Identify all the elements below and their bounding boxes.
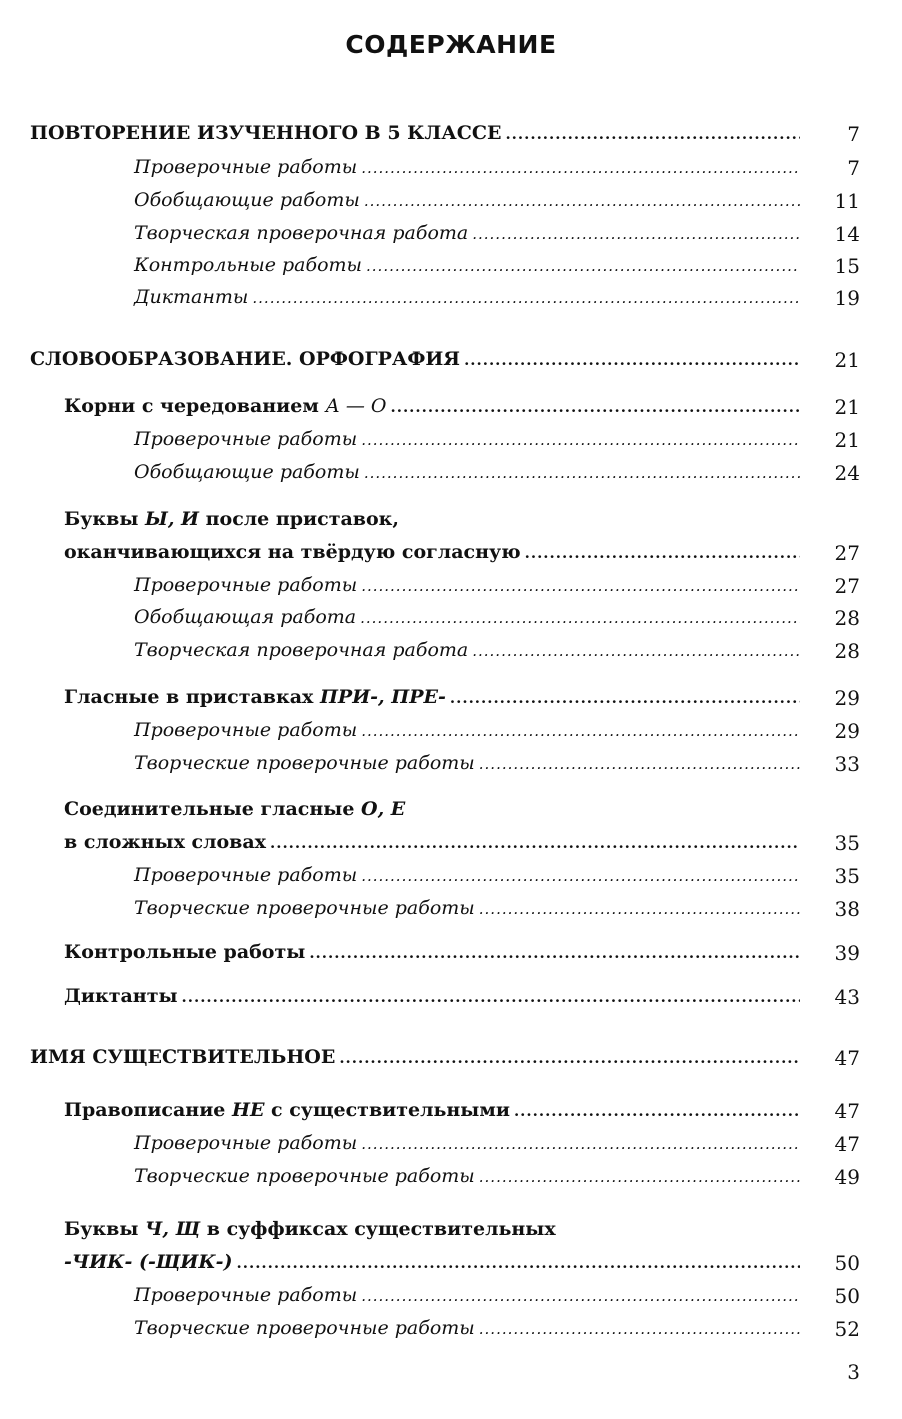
toc-topic[interactable]: оканчивающихся на твёрдую согласную ..... [64,541,804,571]
dot-leader [361,722,800,740]
toc-item[interactable]: Обобщающие работы ..... [134,461,804,491]
toc-page-number: 15 [834,254,860,278]
dot-leader [525,544,800,562]
toc-page-number: 19 [834,286,860,310]
toc-section-heading[interactable]: ПОВТОРЕНИЕ ИЗУЧЕННОГО В 5 КЛАССЕ ..... [30,122,804,152]
dot-leader [479,900,800,918]
toc-page-number: 21 [834,395,860,419]
toc-page-number: 28 [834,639,860,663]
toc-page-number: 27 [834,541,860,565]
dot-leader [514,1102,800,1120]
toc-item[interactable]: Проверочные работы ..... [134,864,804,894]
dot-leader [391,398,800,416]
toc-topic[interactable]: Диктанты ..... [64,985,804,1015]
toc-item[interactable]: Проверочные работы ..... [134,1284,804,1314]
toc-page-number: 50 [834,1251,860,1275]
dot-leader [361,431,800,449]
toc-page-number: 14 [834,222,860,246]
dot-leader [360,609,800,627]
toc-page-number: 7 [847,122,860,146]
toc-page-number: 47 [834,1132,860,1156]
dot-leader [182,988,800,1006]
dot-leader [366,257,800,275]
toc-page-number: 28 [834,606,860,630]
toc-page-number: 29 [834,686,860,710]
toc-topic[interactable]: Контрольные работы ..... [64,941,804,971]
toc-page-number: 24 [834,461,860,485]
dot-leader [464,351,800,369]
toc-topic[interactable]: -ЧИК- (-ЩИК-) ..... [64,1251,804,1281]
toc-page-number: 50 [834,1284,860,1308]
dot-leader [450,689,800,707]
toc-page-number: 27 [834,574,860,598]
dot-leader [339,1049,800,1067]
toc-item[interactable]: Творческая проверочная работа ..... [134,639,804,669]
toc-page-number: 35 [834,864,860,888]
toc-item[interactable]: Проверочные работы ..... [134,1132,804,1162]
toc-page-number: 52 [834,1317,860,1341]
dot-leader [361,577,800,595]
toc-topic[interactable]: Правописание НЕ с существительными ..... [64,1099,804,1129]
dot-leader [270,834,800,852]
dot-leader [479,755,800,773]
toc-page-number: 35 [834,831,860,855]
toc-item[interactable]: Творческие проверочные работы ..... [134,897,804,927]
toc-topic[interactable]: в сложных словах ..... [64,831,804,861]
toc-item[interactable]: Проверочные работы ..... [134,156,804,186]
page-title: СОДЕРЖАНИЕ [345,30,557,59]
dot-leader [472,225,800,243]
toc-page-number: 47 [834,1046,860,1070]
dot-leader [361,1287,800,1305]
toc-item[interactable]: Проверочные работы ..... [134,719,804,749]
toc-item[interactable]: Творческие проверочные работы ..... [134,1165,804,1195]
toc-page-number: 21 [834,428,860,452]
toc-topic[interactable]: Гласные в приставках ПРИ-, ПРЕ- ..... [64,686,804,716]
toc-topic-line1: Буквы Ч, Щ в суффиксах существительных [64,1218,556,1240]
toc-page-number: 47 [834,1099,860,1123]
toc-item[interactable]: Творческие проверочные работы ..... [134,1317,804,1347]
toc-item[interactable]: Творческая проверочная работа ..... [134,222,804,252]
toc-item[interactable]: Проверочные работы ..... [134,574,804,604]
toc-page-number: 33 [834,752,860,776]
dot-leader [364,192,800,210]
toc-item[interactable]: Проверочные работы ..... [134,428,804,458]
toc-topic[interactable]: Корни с чередованием А — О ..... [64,395,804,425]
dot-leader [364,464,800,482]
dot-leader [505,125,800,143]
page-number: 3 [847,1360,860,1384]
toc-section-heading[interactable]: СЛОВООБРАЗОВАНИЕ. ОРФОГРАФИЯ ..... [30,348,804,378]
toc-section-heading[interactable]: ИМЯ СУЩЕСТВИТЕЛЬНОЕ ..... [30,1046,804,1076]
toc-page-number: 38 [834,897,860,921]
toc-page-number: 43 [834,985,860,1009]
dot-leader [472,642,800,660]
toc-item[interactable]: Диктанты ..... [134,286,804,316]
toc-page-number: 21 [834,348,860,372]
toc-topic-line1: Соединительные гласные О, Е [64,798,406,820]
toc-page-number: 29 [834,719,860,743]
toc-page-number: 11 [834,189,860,213]
dot-leader [479,1168,800,1186]
toc-item[interactable]: Творческие проверочные работы ..... [134,752,804,782]
dot-leader [361,1135,800,1153]
dot-leader [237,1254,800,1272]
dot-leader [309,944,800,962]
toc-page-number: 39 [834,941,860,965]
toc-item[interactable]: Контрольные работы ..... [134,254,804,284]
toc-item[interactable]: Обобщающие работы ..... [134,189,804,219]
dot-leader [252,289,800,307]
dot-leader [479,1320,800,1338]
toc-page-number: 49 [834,1165,860,1189]
toc-item[interactable]: Обобщающая работа ..... [134,606,804,636]
toc-topic-line1: Буквы Ы, И после приставок, [64,508,400,530]
toc-page-number: 7 [847,156,860,180]
dot-leader [361,867,800,885]
dot-leader [361,159,800,177]
